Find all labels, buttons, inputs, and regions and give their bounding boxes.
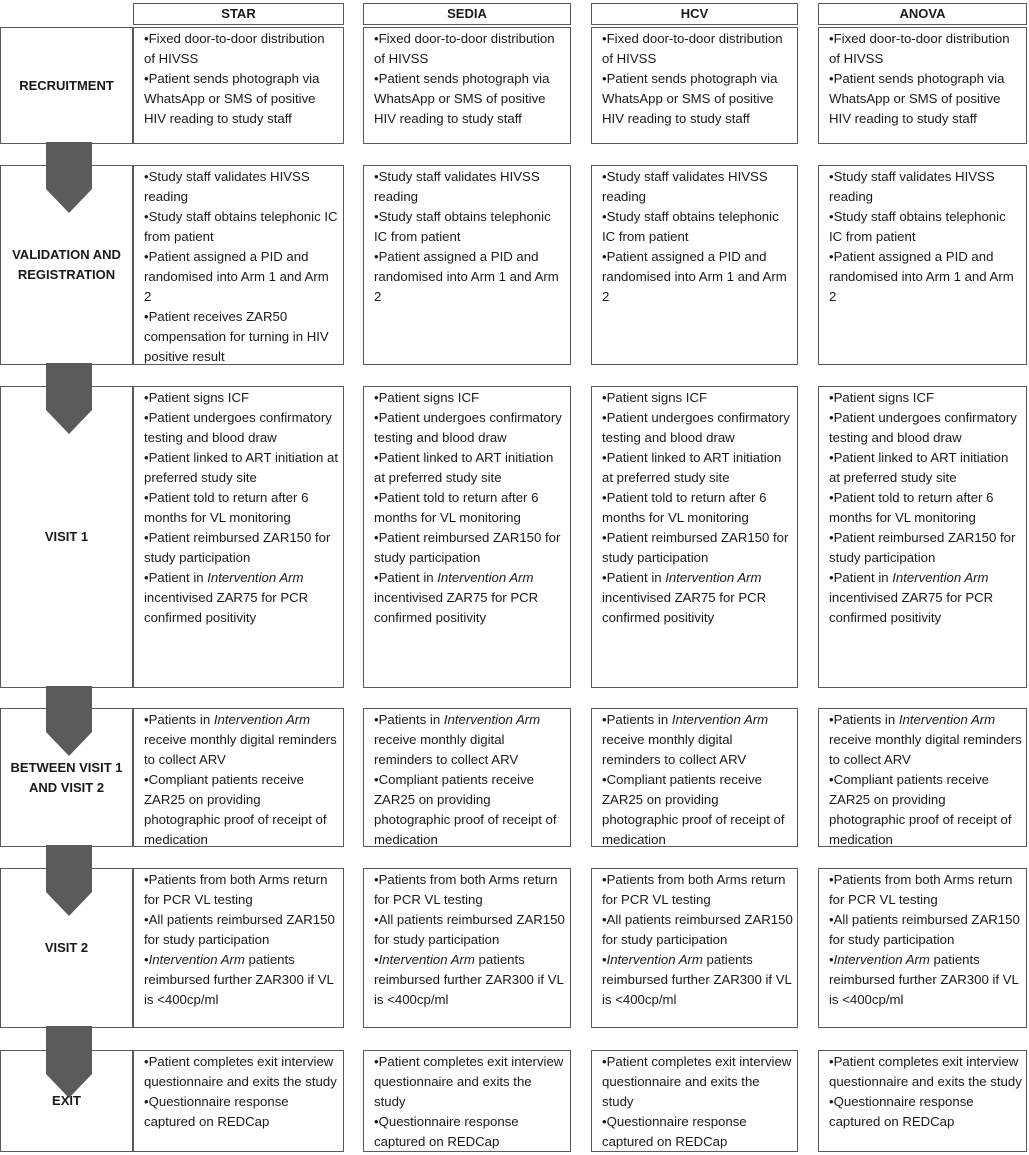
bullet-item: •Patients from both Arms return for PCR VL testing	[829, 872, 1013, 907]
bullet-item: •Intervention Arm patients reimbursed further ZAR300 if VL is <400cp/ml	[144, 952, 334, 1007]
bullet-item: •Patient signs ICF	[374, 390, 480, 405]
bullet-item: •Patients from both Arms return for PCR VL testing	[602, 872, 786, 907]
bullet-item: •Patient reimbursed ZAR150 for study participation	[374, 530, 561, 565]
stage-cell-anova	[818, 386, 1027, 688]
bullet-item: •Study staff validates HIVSS reading	[602, 169, 768, 204]
bullet-item: •Patient completes exit interview questionnaire and exits the study	[144, 1054, 337, 1089]
bullet-item: •Study staff obtains telephonic IC from patient	[144, 209, 338, 244]
bullet-item: •Intervention Arm patients reimbursed further ZAR300 if VL is <400cp/ml	[374, 952, 564, 1007]
bullet-item: •Patient told to return after 6 months for VL monitoring	[829, 490, 994, 525]
column-header-anova: ANOVA	[818, 3, 1027, 25]
bullet-item: •Study staff obtains telephonic IC from patient	[374, 209, 551, 244]
bullet-item: •Patient reimbursed ZAR150 for study participation	[829, 530, 1016, 565]
bullet-item: •Questionnaire response captured on REDCap	[829, 1094, 974, 1129]
stage-cell-anova	[818, 868, 1027, 1028]
stage-cell-star	[133, 1050, 344, 1152]
bullet-item: •Patient sends photograph via WhatsApp or SMS of positive HIV reading to study staff	[602, 71, 778, 126]
bullet-item: •Compliant patients receive ZAR25 on providing photographic proof of receipt of medication	[602, 772, 785, 847]
bullet-item: •All patients reimbursed ZAR150 for study participation	[144, 912, 335, 947]
bullet-item: •Patient sends photograph via WhatsApp or SMS of positive HIV reading to study staff	[374, 71, 550, 126]
stage-cell-hcv	[591, 386, 798, 688]
stage-cell-anova	[818, 1050, 1027, 1152]
stage-label: BETWEEN VISIT 1 AND VISIT 2	[10, 759, 123, 795]
bullet-item: •Fixed door-to-door distribution of HIVSS	[144, 31, 325, 66]
bullet-item: •Patients in Intervention Arm receive monthly digital reminders to collect ARV	[829, 712, 1022, 767]
bullet-item: •Compliant patients receive ZAR25 on providing photographic proof of receipt of medication	[144, 772, 327, 847]
stage-label: EXIT	[52, 1093, 81, 1108]
stage-cell-sedia	[363, 708, 571, 847]
bullet-item: •Study staff obtains telephonic IC from patient	[829, 209, 1006, 244]
bullet-item: •Patients from both Arms return for PCR VL testing	[144, 872, 328, 907]
stage-cell-anova	[818, 27, 1027, 144]
bullet-item: •Patient signs ICF	[829, 390, 935, 405]
stage-cell-star	[133, 868, 344, 1028]
bullet-item: •Compliant patients receive ZAR25 on providing photographic proof of receipt of medication	[829, 772, 1012, 847]
stage-cell-sedia	[363, 27, 571, 144]
stage-cell-sedia	[363, 386, 571, 688]
bullet-item: •Patient undergoes confirmatory testing and blood draw	[374, 410, 562, 445]
stage-cell-star	[133, 27, 344, 144]
bullet-item: •Patient sends photograph via WhatsApp or SMS of positive HIV reading to study staff	[144, 71, 320, 126]
stage-cell-hcv	[591, 708, 798, 847]
bullet-item: •All patients reimbursed ZAR150 for study participation	[602, 912, 793, 947]
flow-arrow-icon	[44, 1026, 94, 1098]
bullet-item: •Patient linked to ART initiation at preferred study site	[374, 450, 554, 485]
bullet-item: •Patient reimbursed ZAR150 for study participation	[144, 530, 331, 565]
bullet-item: •Patient completes exit interview questionnaire and exits the study	[829, 1054, 1022, 1089]
bullet-item: •Patient sends photograph via WhatsApp or SMS of positive HIV reading to study staff	[829, 71, 1005, 126]
column-header-hcv: HCV	[591, 3, 798, 25]
stage-label: VISIT 2	[44, 940, 89, 955]
flow-arrow-icon	[44, 845, 94, 916]
stage-box	[0, 27, 133, 144]
column-header-sedia: SEDIA	[363, 3, 571, 25]
bullet-item: •Patients in Intervention Arm receive monthly digital reminders to collect ARV	[602, 712, 769, 767]
bullet-item: •Patient completes exit interview questionnaire and exits the study	[602, 1054, 792, 1109]
flow-arrow-icon	[44, 686, 94, 756]
bullet-item: •Patient told to return after 6 months for VL monitoring	[602, 490, 767, 525]
stage-cell-sedia	[363, 1050, 571, 1152]
bullet-item: •Patients from both Arms return for PCR VL testing	[374, 872, 558, 907]
bullet-item: •Patient undergoes confirmatory testing and blood draw	[829, 410, 1017, 445]
bullet-item: •Fixed door-to-door distribution of HIVSS	[602, 31, 783, 66]
stage-cell-star	[133, 708, 344, 847]
stage-cell-hcv	[591, 868, 798, 1028]
bullet-item: •Intervention Arm patients reimbursed further ZAR300 if VL is <400cp/ml	[829, 952, 1019, 1007]
bullet-item: •Intervention Arm patients reimbursed further ZAR300 if VL is <400cp/ml	[602, 952, 792, 1007]
flow-arrow-icon	[44, 142, 94, 213]
stage-label: RECRUITMENT	[19, 77, 114, 93]
bullet-item: •Compliant patients receive ZAR25 on providing photographic proof of receipt of medication	[374, 772, 557, 847]
stage-cell-star	[133, 386, 344, 688]
bullet-item: •Questionnaire response captured on REDCap	[144, 1094, 289, 1129]
bullet-item: •Patient signs ICF	[602, 390, 708, 405]
bullet-item: •Patient linked to ART initiation at preferred study site	[144, 450, 338, 485]
bullet-item: •Questionnaire response captured on REDCap	[374, 1114, 519, 1149]
bullet-item: •Patient assigned a PID and randomised into Arm 1 and Arm 2	[144, 249, 329, 304]
bullet-item: •Patient told to return after 6 months for VL monitoring	[374, 490, 539, 525]
stage-cell-star	[133, 165, 344, 365]
stage-cell-anova	[818, 708, 1027, 847]
bullet-item: •Study staff validates HIVSS reading	[829, 169, 995, 204]
bullet-item: •Patient receives ZAR50 compensation for turning in HIV positive result	[144, 309, 329, 364]
bullet-item: •All patients reimbursed ZAR150 for study participation	[829, 912, 1020, 947]
bullet-item: •Patient completes exit interview questionnaire and exits the study	[374, 1054, 564, 1109]
bullet-item: •Fixed door-to-door distribution of HIVSS	[374, 31, 555, 66]
bullet-item: •Patient assigned a PID and randomised into Arm 1 and Arm 2	[374, 249, 559, 304]
bullet-item: •Patient linked to ART initiation at preferred study site	[602, 450, 782, 485]
stage-label: VISIT 1	[44, 529, 89, 544]
bullet-item: •Patient reimbursed ZAR150 for study participation	[602, 530, 789, 565]
bullet-item: •Patient told to return after 6 months for VL monitoring	[144, 490, 309, 525]
bullet-item: •Patient linked to ART initiation at preferred study site	[829, 450, 1009, 485]
stage-cell-hcv	[591, 1050, 798, 1152]
stage-cell-hcv	[591, 165, 798, 365]
stage-cell-anova	[818, 165, 1027, 365]
bullet-item: •Patient in Intervention Arm incentivised ZAR75 for PCR confirmed positivity	[144, 570, 309, 625]
stage-cell-sedia	[363, 165, 571, 365]
bullet-item: •Patient assigned a PID and randomised into Arm 1 and Arm 2	[602, 249, 787, 304]
bullet-item: •Fixed door-to-door distribution of HIVSS	[829, 31, 1010, 66]
bullet-item: •Patient assigned a PID and randomised into Arm 1 and Arm 2	[829, 249, 1014, 304]
bullet-item: •Patient in Intervention Arm incentivised ZAR75 for PCR confirmed positivity	[829, 570, 994, 625]
bullet-item: •Patient signs ICF	[144, 390, 250, 405]
bullet-item: •Patients in Intervention Arm receive monthly digital reminders to collect ARV	[144, 712, 337, 767]
bullet-item: •Patient in Intervention Arm incentivised ZAR75 for PCR confirmed positivity	[602, 570, 767, 625]
column-header-star: STAR	[133, 3, 344, 25]
bullet-item: •Patients in Intervention Arm receive monthly digital reminders to collect ARV	[374, 712, 541, 767]
bullet-item: •Patient undergoes confirmatory testing and blood draw	[602, 410, 790, 445]
stage-label: VALIDATION AND REGISTRATION	[12, 247, 121, 282]
bullet-item: •Study staff validates HIVSS reading	[374, 169, 540, 204]
stage-cell-sedia	[363, 868, 571, 1028]
flow-arrow-icon	[44, 363, 94, 434]
bullet-item: •Study staff validates HIVSS reading	[144, 169, 310, 204]
bullet-item: •Questionnaire response captured on REDCap	[602, 1114, 747, 1149]
bullet-item: •Patient undergoes confirmatory testing and blood draw	[144, 410, 332, 445]
bullet-item: •Patient in Intervention Arm incentivised ZAR75 for PCR confirmed positivity	[374, 570, 539, 625]
bullet-item: •Study staff obtains telephonic IC from patient	[602, 209, 779, 244]
stage-cell-hcv	[591, 27, 798, 144]
bullet-item: •All patients reimbursed ZAR150 for study participation	[374, 912, 565, 947]
